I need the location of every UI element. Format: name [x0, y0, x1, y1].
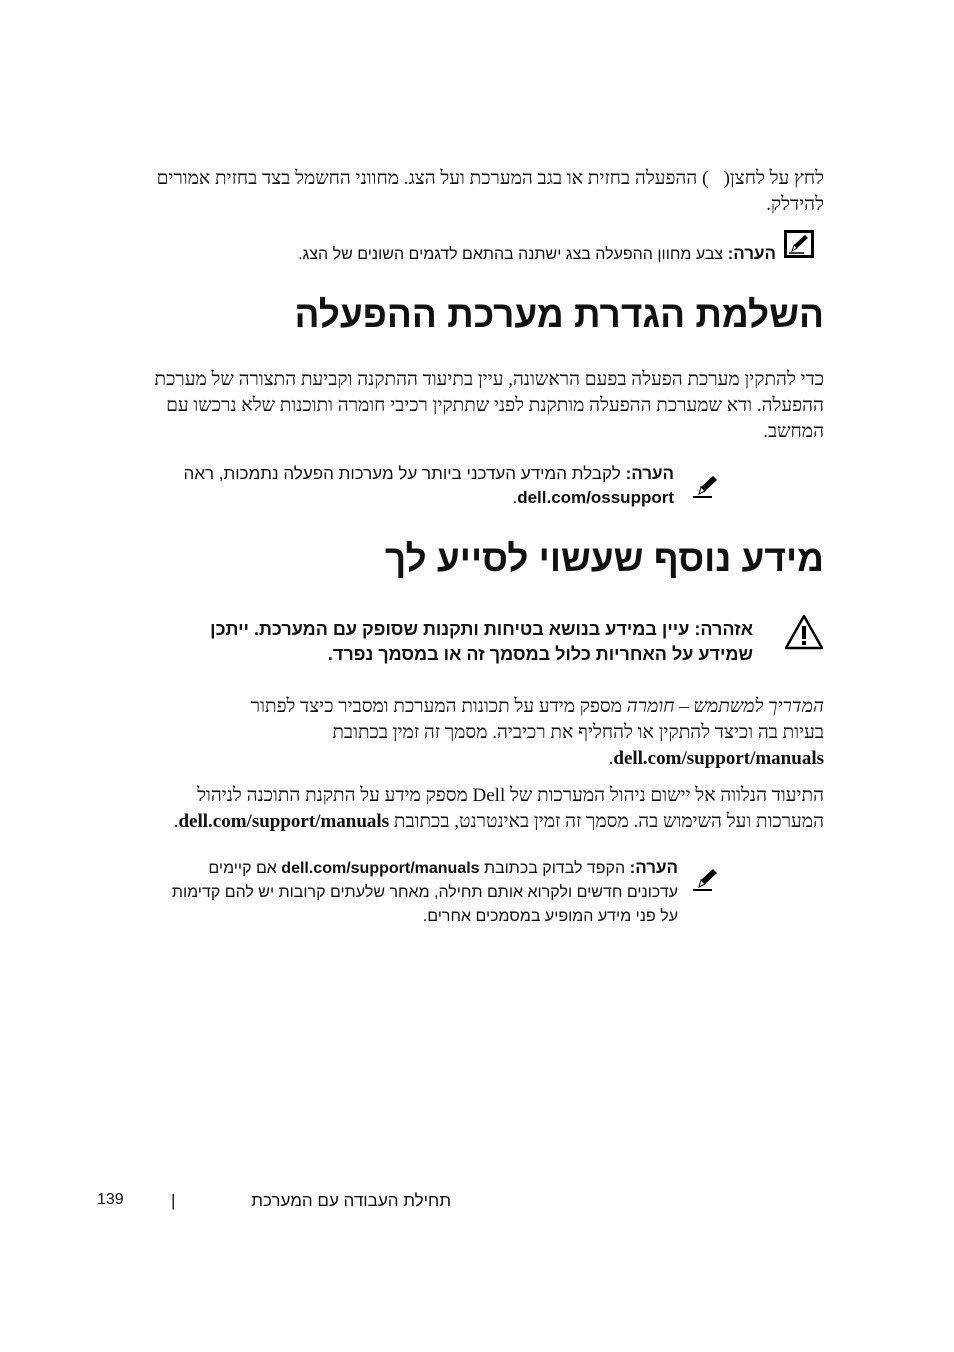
- note-3: [118, 856, 678, 929]
- footer-section-title: תחילת העבודה עם המערכת: [251, 1191, 451, 1210]
- manual-line-2: בעיות בה וכיצד להתקין או להחליף את רכיביה. מסמך זה זמין בכתובת: [332, 722, 824, 743]
- manual-period: .: [608, 748, 614, 769]
- warning-triangle-icon: [783, 613, 825, 651]
- manual-title: המדריך למשתמש – חומרה: [626, 696, 824, 717]
- power-line-2: להידלק.: [766, 194, 824, 215]
- note-1-text: צבע מחוון ההפעלה בצג ישתנה בהתאם לדגמים השונים של הצג.: [298, 246, 724, 263]
- warning-label: אזהרה:: [694, 619, 753, 639]
- note-3-line-1a: הקפד לבדוק בכתובת: [484, 860, 626, 877]
- power-button-paragraph: [104, 166, 824, 218]
- note-2-text: לקבלת המידע העדכני ביותר על מערכות הפעלה נתמכות, ראה: [183, 464, 621, 483]
- note-3-label: הערה:: [629, 858, 678, 877]
- footer-separator: |: [171, 1191, 176, 1210]
- note-2-label: הערה:: [625, 464, 674, 483]
- page-number: 139: [97, 1191, 124, 1208]
- warning-line-1: עיין במידע בנושא בטיחות ותקנות שסופק עם המערכת. ייתכן: [210, 619, 690, 639]
- docs-line-1a: התיעוד הנלווה אל יישום ניהול המערכות של: [509, 785, 824, 806]
- docs-period: .: [173, 811, 179, 832]
- note-3-line-3: על פני מידע המופיע במסמכים אחרים.: [422, 908, 678, 925]
- os-paragraph: [104, 367, 824, 445]
- docs-line-2a: המערכות ועל השימוש בה. מסמך זה זמין באינטרנט, בכתובת: [393, 811, 824, 832]
- dell-brand: Dell: [472, 785, 506, 806]
- warning-block: [153, 617, 753, 667]
- os-line-1: כדי להתקין מערכת הפעלה בפעם הראשונה, עיין בתיעוד ההתקנה וקביעת התצורה של מערכת: [154, 369, 824, 390]
- docs-paragraph: [104, 783, 824, 835]
- os-line-2: ההפעלה. ודא שמערכת ההפעלה מותקנת לפני שתתקין רכיבי חומרה ותוכנות שלא נרכשו עם: [166, 395, 824, 416]
- note-3-line-1b: אם קיימים: [208, 860, 277, 877]
- os-line-3: המחשב.: [763, 421, 824, 442]
- note-1: [176, 243, 776, 266]
- warning-line-2: שמידע על האחריות כלול במסמך זה או במסמך נפרד.: [327, 644, 753, 664]
- note-1-label: הערה:: [727, 244, 776, 263]
- note-2-period: .: [512, 488, 518, 507]
- pencil-note-icon: [784, 230, 814, 258]
- pencil-note-icon: [690, 471, 722, 501]
- manual-line-1: מספק מידע על תכונות המערכת ומסביר כיצד לפתור: [250, 696, 622, 717]
- manuals-link-3[interactable]: dell.com/support/manuals: [281, 860, 480, 877]
- manual-paragraph: [124, 694, 824, 772]
- ossupport-link[interactable]: dell.com/ossupport: [517, 488, 674, 507]
- docs-line-1b: מספק מידע על התקנת התוכנה לניהול: [197, 785, 468, 806]
- power-line-1: לחץ על לחצן() ההפעלה בחזית או בגב המערכת ועל הצג. מחווני החשמל בצד בחזית אמורים: [156, 168, 824, 189]
- manuals-link-2[interactable]: dell.com/support/manuals: [178, 811, 390, 832]
- manuals-link[interactable]: dell.com/support/manuals: [613, 748, 824, 769]
- heading-os-setup: השלמת הגדרת מערכת ההפעלה: [294, 294, 824, 335]
- pencil-note-icon: [690, 864, 722, 894]
- heading-more-info: מידע נוסף שעשוי לסייע לך: [384, 538, 824, 579]
- note-3-line-2: עדכונים חדשים ולקרוא אותם תחילה, מאחר שלעתים קרובות יש להם קדימות: [171, 884, 678, 901]
- note-2: [114, 462, 674, 510]
